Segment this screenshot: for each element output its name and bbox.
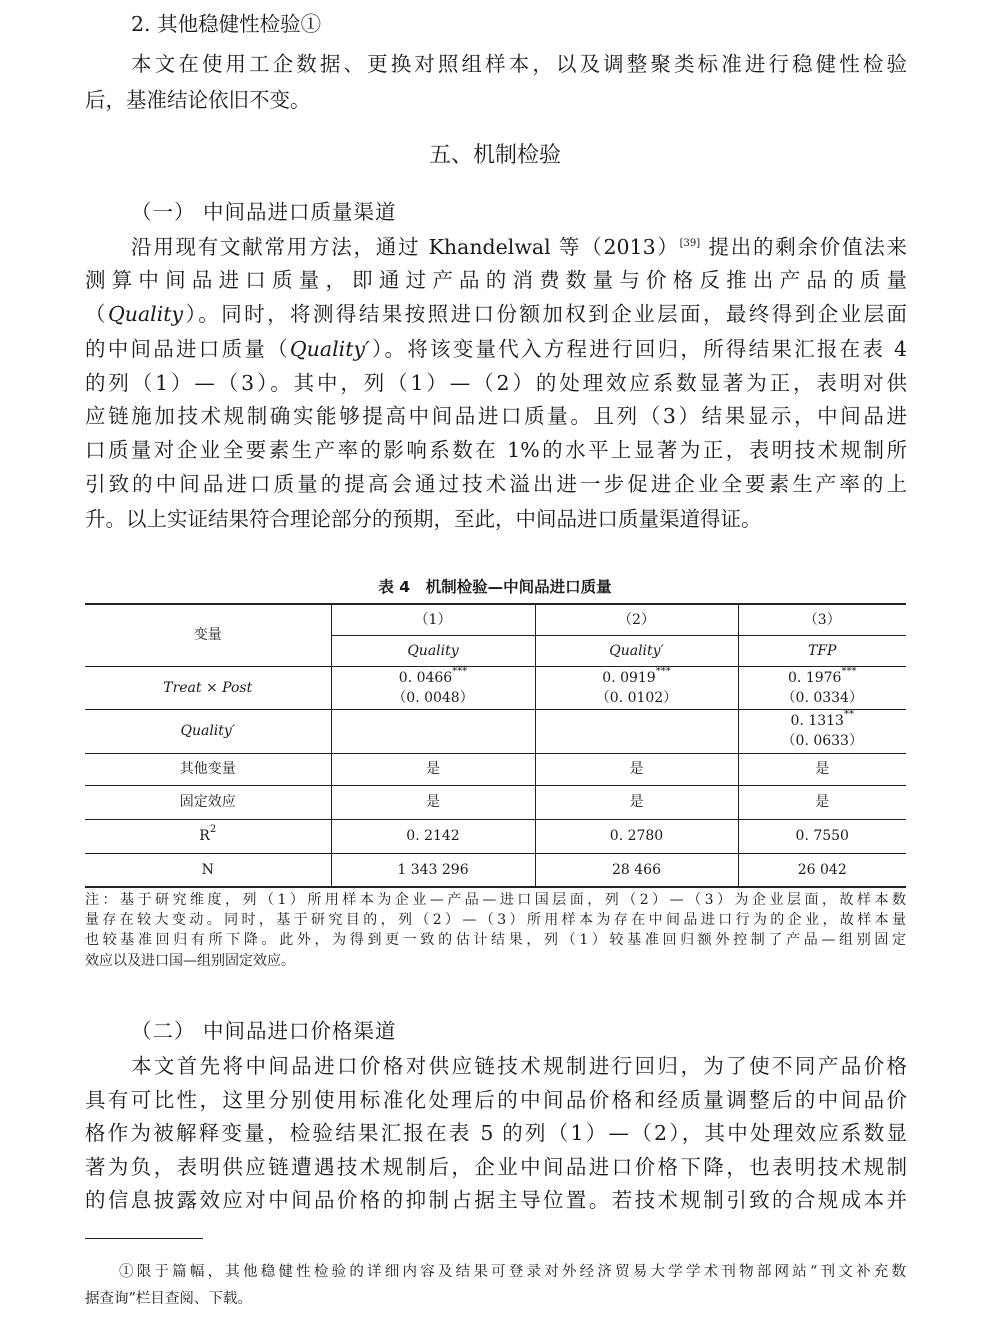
robustness-heading: 2. 其他稳健性检验① — [131, 12, 322, 36]
col-variable-text: TFP — [808, 642, 837, 659]
significance-stars: *** — [841, 665, 857, 677]
value-cell: 是 — [738, 753, 906, 785]
table-row — [85, 709, 906, 753]
coef-cell — [738, 709, 906, 753]
value-cell: 1 343 296 — [331, 853, 535, 887]
footnote-text: 据查询”栏目查阅、下载。 — [85, 1291, 252, 1307]
row-label — [85, 819, 331, 853]
coef-cell — [738, 666, 906, 709]
paragraph-line: 本文在使用工企数据、更换对照组样本，以及调整聚类标准进行稳健性检验 — [131, 52, 907, 76]
subsection-heading: （一） 中间品进口质量渠道 — [131, 200, 397, 224]
value-cell: 0. 2780 — [535, 819, 738, 853]
value-cell: 是 — [535, 785, 738, 819]
empty-cell — [331, 709, 535, 753]
table-note: 注：基于研究维度，列（1）所用样本为企业—产品—进口国层面，列（2）—（3）为企业层面，故样本数 — [85, 892, 906, 908]
coef-value: 0. 1313 — [790, 713, 844, 729]
value-cell: 是 — [331, 785, 535, 819]
line-text: （ — [85, 302, 108, 326]
value-cell: 是 — [738, 785, 906, 819]
paragraph-line: 后，基准结论依旧不变。 — [85, 88, 311, 112]
table-row — [85, 785, 906, 819]
row-label — [85, 709, 331, 753]
variable-quality-prime: Quality′ — [289, 337, 370, 361]
line-text: 提出的剩余价值法来 — [700, 235, 907, 259]
row-label-text: Quality′ — [180, 723, 235, 739]
row-label — [85, 666, 331, 709]
footnote-rule — [85, 1238, 203, 1239]
value-cell: 26 042 — [738, 853, 906, 887]
table-row — [85, 819, 906, 853]
paragraph-line: 引致的中间品进口质量的提高会通过技术溢出进一步促进企业全要素生产率的上 — [85, 472, 907, 496]
significance-stars: *** — [452, 665, 468, 677]
table-row — [85, 666, 906, 709]
row-label-text: R — [199, 828, 210, 844]
line-text: ）。同时，将测得结果按照进口份额加权到企业层面，最终得到企业层面 — [183, 302, 908, 326]
paragraph-line: 著为负，表明供应链遭遇技术规制后，企业中间品进口价格下降，也表明技术规制 — [85, 1155, 907, 1179]
col-variable — [331, 635, 535, 666]
superscript: 2 — [209, 824, 217, 835]
line-text: 的中间品进口质量（ — [85, 337, 290, 361]
value-cell: 0. 2142 — [331, 819, 535, 853]
row-label: 固定效应 — [85, 785, 331, 819]
table-row — [85, 604, 906, 635]
row-label: N — [85, 853, 331, 887]
coef-cell — [331, 666, 535, 709]
value-cell: 0. 7550 — [738, 819, 906, 853]
value-cell: 是 — [331, 753, 535, 785]
significance-stars: ** — [843, 709, 854, 720]
row-label-text: Treat × Post — [163, 679, 253, 696]
col-variable — [738, 635, 906, 666]
paragraph-line: 口质量对企业全要素生产率的影响系数在 1%的水平上显著为正，表明技术规制所 — [85, 438, 907, 462]
col-variable-text: Quality — [407, 642, 459, 659]
coef-value: 0. 0919 — [602, 669, 656, 686]
coef-value: 0. 1976 — [788, 669, 842, 686]
coef-cell — [535, 666, 738, 709]
col-variable — [535, 635, 738, 666]
results-table — [85, 603, 906, 888]
paragraph-line: 格作为被解释变量，检验结果汇报在表 5 的列（1）—（2），其中处理效应系数显 — [85, 1121, 907, 1145]
paragraph-line — [131, 235, 907, 259]
value-cell: 是 — [535, 753, 738, 785]
paragraph-line: 具有可比性，这里分别使用标准化处理后的中间品价格和经质量调整后的中间品价 — [85, 1088, 907, 1112]
table-note: 也较基准回归有所下降。此外，为得到更一致的估计结果，列（1）较基准回归额外控制了产品—组别固定 — [85, 932, 906, 948]
col-number: （3） — [738, 604, 906, 635]
se-value: （0. 0102） — [595, 689, 678, 706]
paragraph-line: 应链施加技术规制确实能够提高中间品进口质量。且列（3）结果显示，中间品进 — [85, 404, 907, 428]
col-number: （2） — [535, 604, 738, 635]
col-number: （1） — [331, 604, 535, 635]
paragraph-line: 本文首先将中间品进口价格对供应链技术规制进行回归，为了使不同产品价格 — [131, 1054, 907, 1078]
se-value: （0. 0048） — [392, 689, 474, 706]
line-text: ）。将该变量代入方程进行回归，所得结果汇报在表 4 — [369, 337, 908, 361]
line-text: 沿用现有文献常用方法，通过 Khandelwal 等（2013） — [131, 235, 680, 259]
significance-stars: *** — [655, 665, 671, 677]
value-cell: 28 466 — [535, 853, 738, 887]
paragraph-line: 测算中间品进口质量，即通过产品的消费数量与价格反推出产品的质量 — [85, 268, 907, 292]
table-note: 效应以及进口国—组别固定效应。 — [85, 953, 295, 969]
col-variable-text: Quality′ — [609, 642, 664, 659]
paragraph-line: 的列（1）—（3）。其中，列（1）—（2）的处理效应系数显著为正，表明对供 — [85, 371, 907, 395]
empty-cell — [535, 709, 738, 753]
table-row — [85, 853, 906, 887]
paragraph-line — [85, 337, 907, 361]
citation-ref: [39] — [679, 238, 701, 249]
var-header-cell: 变量 — [85, 604, 331, 666]
subsection-heading: （二） 中间品进口价格渠道 — [131, 1019, 397, 1043]
table-caption: 表 4 机制检验—中间品进口质量 — [378, 578, 612, 596]
paragraph-line: 升。以上实证结果符合理论部分的预期，至此，中间品进口质量渠道得证。 — [85, 507, 762, 531]
se-value: （0. 0334） — [781, 689, 863, 706]
variable-quality: Quality — [107, 302, 184, 326]
table-note: 量存在较大变动。同时，基于研究目的，列（2）—（3）所用样本为存在中间品进口行为的企业，故样本量 — [85, 912, 906, 928]
row-label: 其他变量 — [85, 753, 331, 785]
footnote-text: ①限于篇幅，其他稳健性检验的详细内容及结果可登录对外经济贸易大学学术刊物部网站“刊文补充数 — [119, 1264, 906, 1280]
section-title: 五、机制检验 — [428, 143, 561, 168]
table-row — [85, 753, 906, 785]
paragraph-line: 的信息披露效应对中间品价格的抑制占据主导位置。若技术规制引致的合规成本并 — [85, 1188, 907, 1212]
paragraph-line — [85, 302, 907, 326]
coef-value: 0. 0466 — [398, 669, 453, 686]
se-value: （0. 0633） — [781, 733, 863, 749]
